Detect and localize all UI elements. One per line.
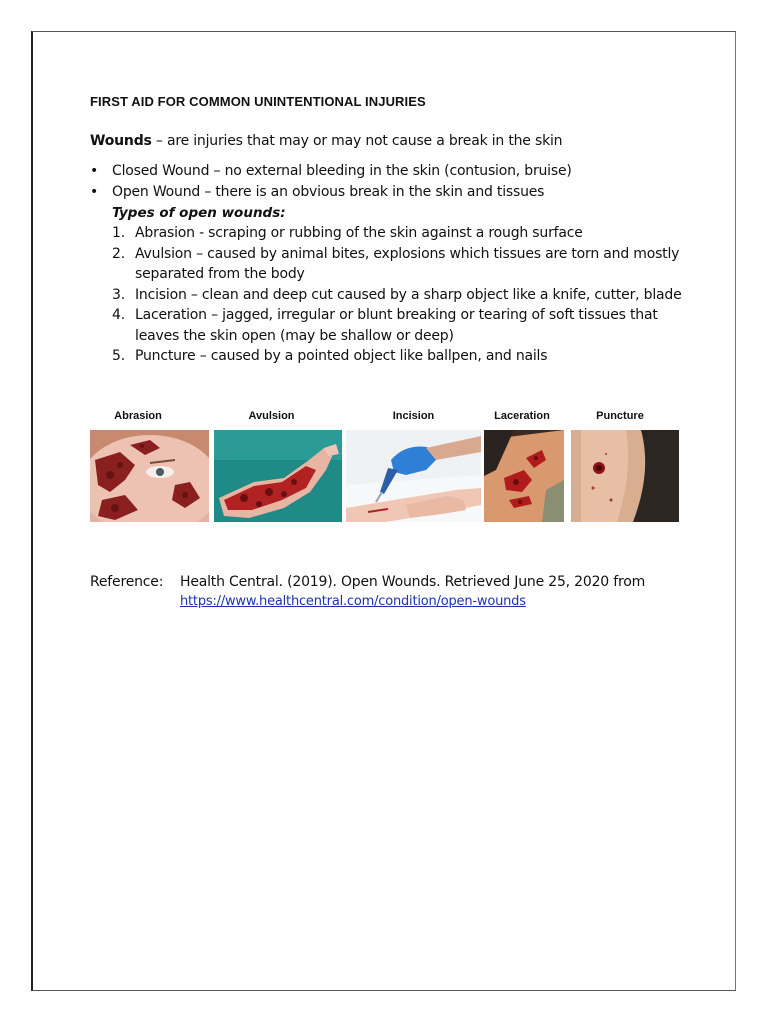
item-number: 4. bbox=[112, 307, 125, 323]
caption-abrasion: Abrasion bbox=[114, 410, 162, 422]
item-number: 5. bbox=[112, 348, 125, 364]
list-item bbox=[90, 182, 690, 203]
caption-laceration: Laceration bbox=[494, 410, 550, 422]
reference-label: Reference: bbox=[90, 574, 164, 590]
item-number: 3. bbox=[112, 286, 125, 303]
puncture-photo bbox=[571, 430, 679, 522]
incision-photo bbox=[346, 430, 481, 522]
list-item bbox=[90, 305, 690, 346]
list-item bbox=[90, 285, 690, 306]
avulsion-photo bbox=[214, 430, 342, 522]
type-avulsion-text: Avulsion – caused by animal bites, explosions which tissues are torn and mostly separated from the body bbox=[135, 245, 680, 282]
list-item bbox=[90, 244, 690, 285]
type-abrasion-text: Abrasion - scraping or rubbing of the skin against a rough surface bbox=[135, 225, 583, 241]
reference-link[interactable]: https://www.healthcentral.com/condition/open-wounds bbox=[180, 594, 526, 609]
type-laceration-text: Laceration – jagged, irregular or blunt breaking or tearing of soft tissues that leaves the skin open (may be shallow or deep) bbox=[135, 307, 658, 344]
type-puncture-text: Puncture – caused by a pointed object like ballpen, and nails bbox=[135, 348, 548, 364]
list-item bbox=[90, 223, 690, 244]
open-wound-text: Open Wound – there is an obvious break in the skin and tissues bbox=[112, 184, 545, 200]
reference-text: Health Central. (2019). Open Wounds. Retrieved June 25, 2020 from bbox=[180, 574, 646, 590]
bullet-symbol: • bbox=[90, 163, 99, 179]
type-incision-text: Incision – clean and deep cut caused by a sharp object like a knife, cutter, blade bbox=[135, 286, 682, 303]
bullet-symbol: • bbox=[90, 184, 99, 200]
caption-puncture: Puncture bbox=[596, 410, 644, 422]
caption-incision: Incision bbox=[392, 410, 435, 422]
wound-categories-list bbox=[90, 161, 690, 203]
types-heading: Types of open wounds: bbox=[112, 205, 286, 221]
abrasion-photo bbox=[90, 430, 209, 522]
document-body bbox=[90, 94, 690, 367]
laceration-photo bbox=[484, 430, 564, 522]
closed-wound-text: Closed Wound – no external bleeding in the skin (contusion, bruise) bbox=[112, 163, 572, 179]
list-item bbox=[90, 346, 690, 367]
wounds-definition bbox=[90, 133, 690, 149]
caption-avulsion: Avulsion bbox=[248, 410, 295, 422]
wounds-term: Wounds bbox=[90, 133, 152, 149]
list-item bbox=[90, 161, 690, 182]
item-number: 2. bbox=[112, 245, 125, 262]
reference-section bbox=[90, 572, 646, 609]
wounds-definition-text: – are injuries that may or may not cause a break in the skin bbox=[151, 133, 563, 149]
wound-image-gallery bbox=[90, 410, 680, 525]
item-number: 1. bbox=[112, 225, 125, 241]
document-title: FIRST AID FOR COMMON UNINTENTIONAL INJURIES bbox=[90, 94, 426, 109]
open-wound-types-list bbox=[90, 223, 690, 367]
